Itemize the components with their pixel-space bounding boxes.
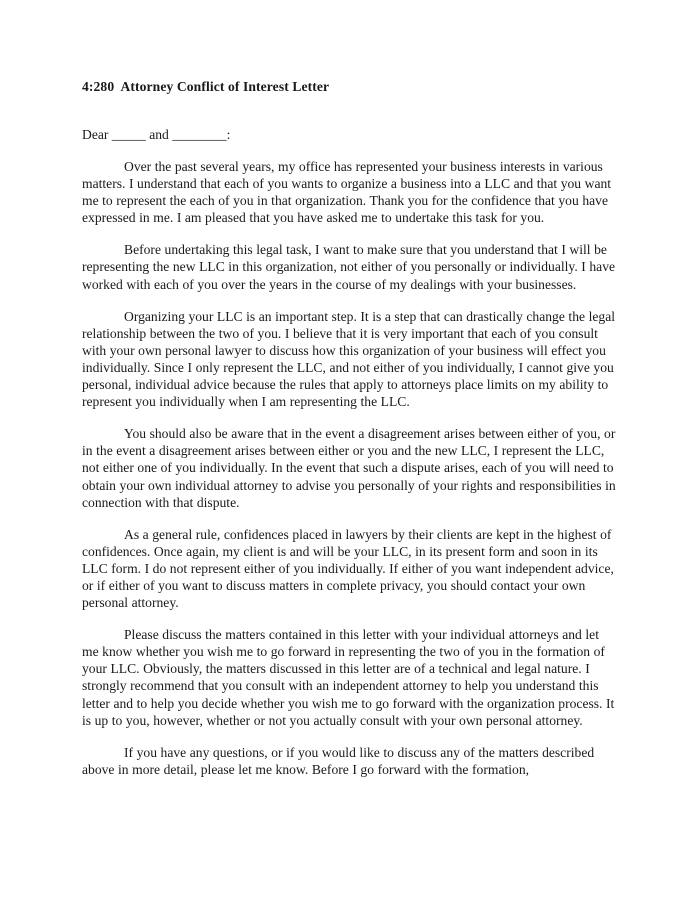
- paragraph: Before undertaking this legal task, I want to make sure that you understand that I will be representing the new LLC in this organization, not either of you personally or individually. I have worked with each of you over the years in the course of my dealings with your businesses.: [82, 242, 616, 292]
- letter-paragraphs: [82, 158, 616, 778]
- page-title: 4:280 Attorney Conflict of Interest Letter: [82, 79, 330, 94]
- document-body: [82, 78, 616, 778]
- paragraph: You should also be aware that in the event a disagreement arises between either of you, or in the event a disagreement arises between either or you and the new LLC, I represent the LLC, not either one of you individually. In the event that such a dispute arises, each of you will need to obtain your own individual attorney to advise you personally of your rights and responsibilities in connection with that dispute.: [82, 426, 616, 510]
- paragraph: Organizing your LLC is an important step. It is a step that can drastically change the legal relationship between the two of you. I believe that it is very important that each of you consult with your own personal lawyer to discuss how this organization of your business will effect you individually. Since I only represent the LLC, and not either of you individually, I cannot give you personal, individual advice because the rules that apply to attorneys place limits on my ability to represent you individually when I am representing the LLC.: [82, 308, 616, 410]
- salutation-line: Dear _____ and ________:: [82, 127, 231, 142]
- paragraph: Please discuss the matters contained in this letter with your individual attorneys and let me know whether you wish me to go forward in representing the two of you in the formation of your LLC. Obviously, the matters discussed in this letter are of a technical and legal nature. I strongly recommend that you consult with an independent attorney to help you understand this letter and to help you decide whether you wish me to go forward with the organization process. It is up to you, however, whether or not you actually consult with your own personal attorney.: [82, 627, 615, 728]
- paragraph: Over the past several years, my office has represented your business interests in various matters. I understand that each of you wants to organize a business into a LLC and that you want me to represent the each of you in that organization. Thank you for the confidence that you have expressed in me. I am pleased that you have asked me to undertake this task for you.: [82, 159, 612, 226]
- paragraph: If you have any questions, or if you would like to discuss any of the matters described above in more detail, please let me know. Before I go forward with the formation,: [82, 744, 595, 777]
- paragraph: As a general rule, confidences placed in lawyers by their clients are kept in the highest of confidences. Once again, my client is and will be your LLC, in its present form and soon in its LLC form. I do not represent either of you individually. If either of you want independent advice, or if either of you want to discuss matters in complete privacy, you should contact your own personal attorney.: [82, 526, 614, 611]
